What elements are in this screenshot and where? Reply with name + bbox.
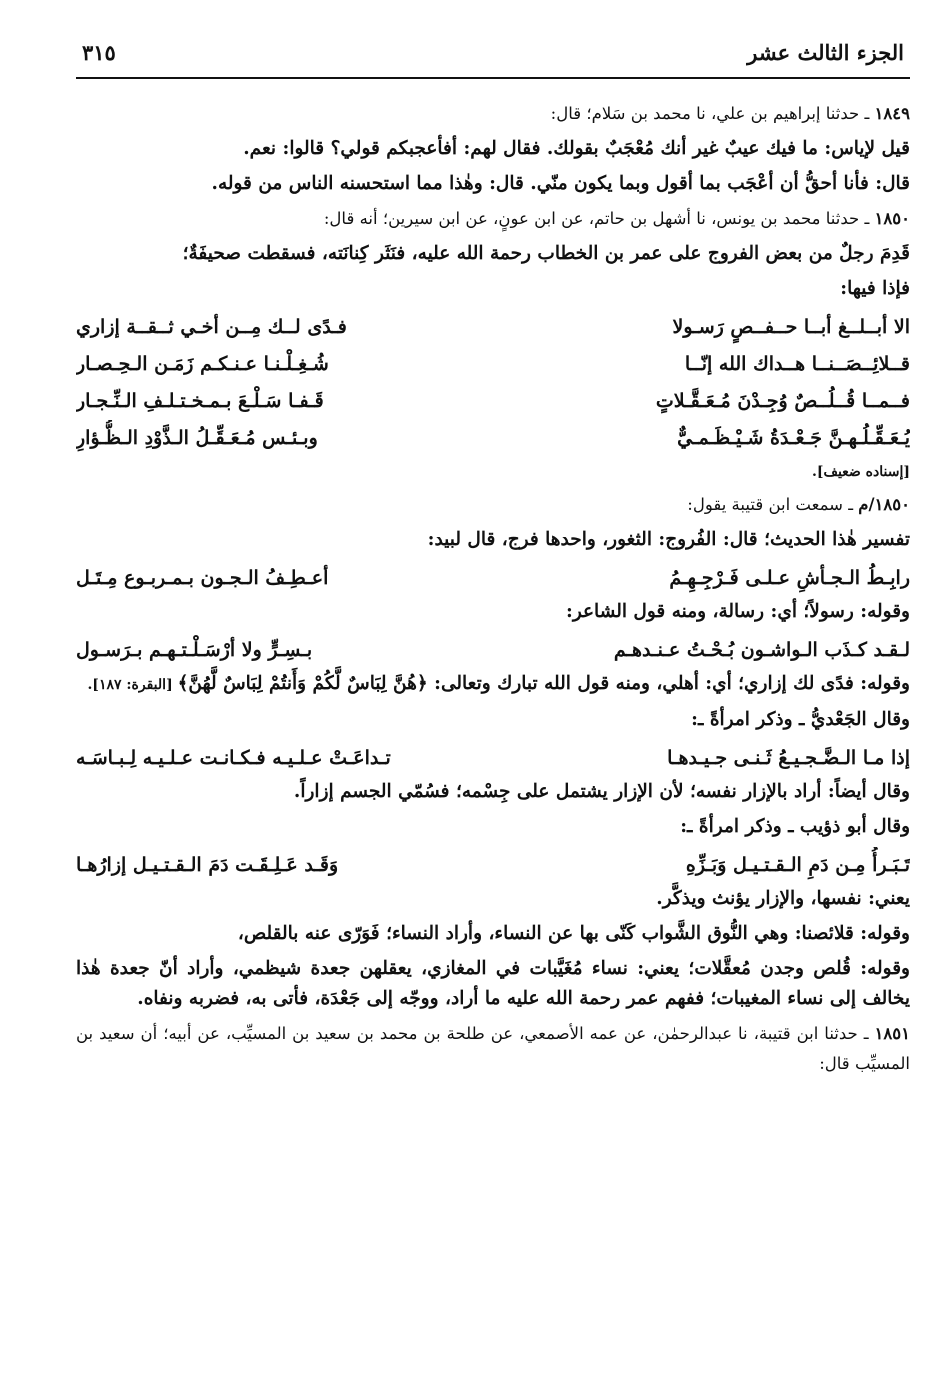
verse-line xyxy=(76,632,910,669)
verse-hemistich-right: يُـعَـقِّـلُـهـنَّ جَـعْـدَةُ شَـيْـظَـمـيٌّ xyxy=(677,427,910,449)
verse-hemistich-left: وبـئـس مُـعَـقِّـلُ الـذَّوْدِ الـظُّـؤارِ xyxy=(76,427,318,449)
hadith-1850-line2: فإذا فيها: xyxy=(840,278,910,299)
hadith-number: ١٨٥٠/م xyxy=(858,495,910,514)
isnad-text: ـ حدثنا إبراهيم بن علي، نا محمد بن سَلام؛ قال: xyxy=(550,104,875,123)
isnad-grade-note: [إسناده ضعيف]. xyxy=(811,464,910,480)
commentary-line: تفسير هٰذا الحديث؛ قال: الفُروج: الثغور، واحدها فرج، قال لبيد: xyxy=(427,529,910,550)
commentary-text: وقوله: فدًى لك إزاري؛ أي: أهلي، ومنه قول الله تبارك وتعالى: xyxy=(427,673,910,694)
verse-line xyxy=(76,740,910,777)
verse-hemistich-right: الا أبــلــغ أبــا حــفــصٍ رَسـولا xyxy=(672,316,910,338)
page-header xyxy=(76,40,910,79)
verse-line xyxy=(76,560,910,597)
hadith-1851-isnad xyxy=(76,1019,910,1079)
hadith-1850-line1: قَدِمَ رجلٌ من بعض الفروج على عمر بن الخطاب رحمة الله عليه، فنَثَر كِنانَته، فسقطت صحيفَةٌ؛ xyxy=(182,243,910,264)
verse-line xyxy=(76,346,910,383)
verse-line xyxy=(76,383,910,420)
verse-hemistich-right: لـقـد كـذَب الـواشـون بُـحْـتُ عـنـدهـم xyxy=(613,639,910,661)
commentary-line: وقال أبو ذؤيب ـ وذكر امرأةً ـ: xyxy=(680,816,910,837)
verse-hemistich-left: قَـفـا سَـلْـعَ بـمـخـتـلـفِ الـنِّـجـار xyxy=(76,390,324,412)
commentary-line: وقوله: رسولاً؛ أي: رسالة، ومنه قول الشاعر: xyxy=(565,601,910,622)
verse-hemistich-left: وَقَـد عَـلِـقَـت دَمَ الـقـتـيـل إزارُهـا xyxy=(76,854,339,876)
hadith-1850m-intro xyxy=(76,490,910,520)
verse-hemistich-right: رابِـطُ الـجـأشِ عـلـى فَـرْجِـهِـمُ xyxy=(669,567,910,589)
hadith-number: ١٨٥١ xyxy=(874,1024,910,1043)
commentary-line: يعني: نفسها، والإزار يؤنث ويذكَّر. xyxy=(656,888,910,909)
verse-hemistich-right: تَـبَـرأُ مِـن دَمِ الـقـتـيـل وَبَـزِّهِ xyxy=(685,854,910,876)
page-body xyxy=(76,79,910,1079)
verse-hemistich-left: بـسِـرٍّ ولا أرْسَـلْـتـهـم بـرَسـول xyxy=(76,639,313,661)
verse-hemistich-right: إذا مـا الـضَّـجـيـعُ ثَـنـى جـيـدهـا xyxy=(667,747,910,769)
verse-hemistich-right: فــمــا قُــلُــصٌ وُجِـدْنَ مُـعَـقَّـلاتٍ xyxy=(655,390,910,412)
hadith-1849-line1: قيل لإياس: ما فيك عيبٌ غير أنك مُعْجَبٌ بقولك. فقال لهم: أفأعجبكم قولي؟ قالوا: نعم. xyxy=(243,138,910,159)
verse-line xyxy=(76,420,910,457)
quran-quote: ﴿هُنَّ لِبَاسٌ لَّكُمْ وَأَنتُمْ لِبَاسٌ لَّهُنَّ﴾ xyxy=(177,673,428,694)
verse-hemistich-left: فـدًى لــك مِــن أخـي ثــقــة إزاري xyxy=(76,316,347,338)
commentary-line: وقوله: قُلص وجدن مُعقَّلات؛ يعني: نساء مُغَيَّبات في المغازي، يعقلهن جعدة شيظمي، وأراد أنّ جعدة هٰذا يخالف إلى نساء المغيبات؛ ففهم عمر رحمة الله عليه ما أراد، ووجّه إلى جَعْدَة، فأتى به، فضربه ونفاه. xyxy=(76,958,910,1009)
page-number: ٣١٥ xyxy=(82,40,116,65)
running-title: الجزء الثالث عشر xyxy=(747,40,904,65)
verse-line xyxy=(76,847,910,884)
verse-hemistich-left: أعـطِـفُ الـجـون بـمـربـوع مِـتَـل xyxy=(76,567,329,589)
commentary-line: وقال أيضاً: أراد بالإزار نفسه؛ لأن الإزار يشتمل على جِسْمه؛ فسُمّي الجسم إزاراً. xyxy=(293,781,910,802)
hadith-number: ١٨٤٩ xyxy=(874,104,910,123)
quran-reference: [البقرة: ١٨٧]. xyxy=(87,677,178,693)
verse-hemistich-left: تـداعَـتْ عـلـيـه فـكـانـت عـلـيـه لِـبـاسَـه xyxy=(76,747,391,769)
commentary-line: وقال الجَعْديُّ ـ وذكر امرأةً ـ: xyxy=(691,709,910,730)
hadith-1850-isnad xyxy=(76,204,910,234)
hadith-number: ١٨٥٠ xyxy=(874,209,910,228)
commentary-line: وقوله: قلائصنا: وهي النُّوق الشَّواب كَنّى بها عن النساء، وأراد النساء؛ فَوَرّى عنه بالقلص، xyxy=(237,923,910,944)
hadith-1849-line2: قال: فأنا أحقُّ أن أعْجَب بما أقول وبما يكون منّي. قال: وهٰذا مما استحسنه الناس من قوله. xyxy=(211,173,910,194)
verse-hemistich-left: شُـغِـلْـنـا عـنـكـم زَمَـن الـحِـصـار xyxy=(76,353,329,375)
book-page xyxy=(76,40,910,1084)
isnad-text: ـ حدثنا محمد بن يونس، نا أشهل بن حاتم، عن ابن عونٍ، عن ابن سيرين؛ أنه قال: xyxy=(323,209,875,228)
isnad-text: ـ حدثنا ابن قتيبة، نا عبدالرحمٰن، عن عمه الأصمعي، عن طلحة بن محمد بن سعيد بن المسيِّب، عن أبيه؛ أن سعيد بن المسيِّب قال: xyxy=(76,1024,910,1073)
hadith-1849-isnad xyxy=(76,99,910,129)
verse-hemistich-right: قــلائِــصَــنــا هــداك الله إنّــا xyxy=(684,353,910,375)
intro-text: ـ سمعت ابن قتيبة يقول: xyxy=(687,495,859,514)
poem xyxy=(76,309,910,457)
commentary-line xyxy=(76,669,910,700)
verse-line xyxy=(76,309,910,346)
